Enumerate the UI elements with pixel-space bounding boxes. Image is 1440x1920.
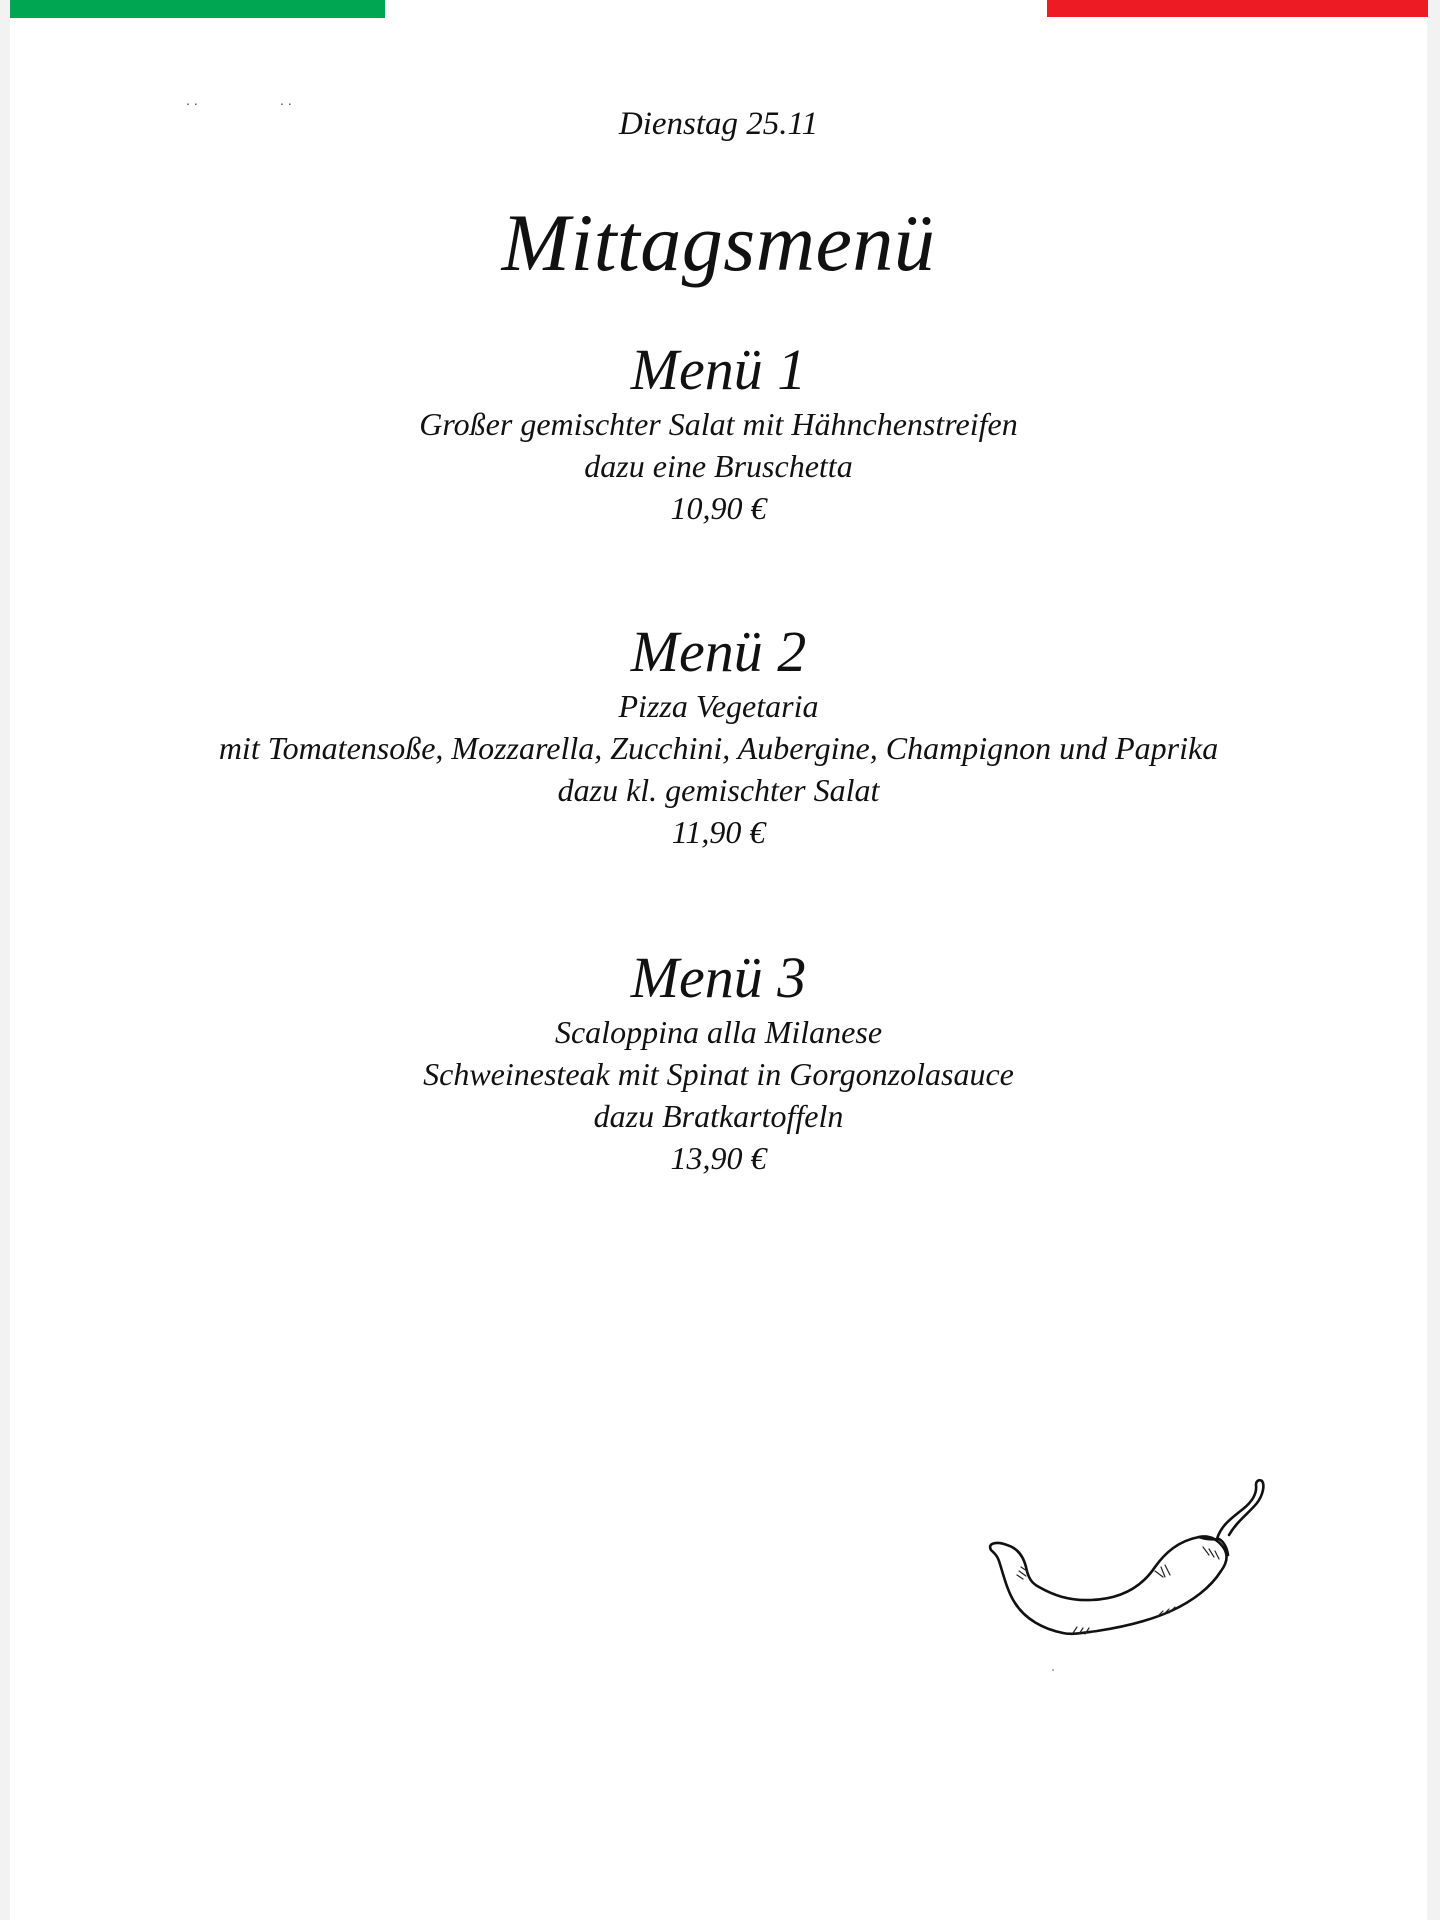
menu-heading: Menü 2 xyxy=(630,619,807,684)
chili-pepper-icon xyxy=(973,1455,1273,1675)
menu-price: 10,90 € xyxy=(670,490,767,526)
menu-description-line: mit Tomatensoße, Mozzarella, Zucchini, Aubergine, Champignon und Paprika xyxy=(218,730,1219,766)
menu-description-line: dazu eine Bruschetta xyxy=(584,448,853,484)
decorative-dots: .. xyxy=(186,92,202,108)
menu-description-line: dazu Bratkartoffeln xyxy=(593,1098,844,1134)
menu-description-line: Schweinesteak mit Spinat in Gorgonzolasauce xyxy=(423,1056,1014,1092)
menu-description-line: dazu kl. gemischter Salat xyxy=(557,772,880,808)
menu-heading: Menü 1 xyxy=(630,337,807,402)
menu-heading: Menü 3 xyxy=(630,945,807,1010)
menu-description-line: Pizza Vegetaria xyxy=(618,688,819,724)
decorative-dots: .. xyxy=(280,92,296,108)
menu-price: 13,90 € xyxy=(670,1140,767,1176)
menu-section-1 xyxy=(10,337,1427,529)
menu-price: 11,90 € xyxy=(671,814,766,850)
menu-date: Dienstag 25.11 xyxy=(618,106,819,142)
menu-description-line: Scaloppina alla Milanese xyxy=(554,1014,883,1050)
menu-description-line: Großer gemischter Salat mit Hähnchenstreifen xyxy=(419,406,1018,442)
page-title: Mittagsmenü xyxy=(501,197,936,288)
red-flag-bar xyxy=(1047,0,1428,17)
menu-page xyxy=(10,0,1427,1920)
menu-section-3 xyxy=(10,945,1427,1179)
green-flag-bar xyxy=(10,0,385,18)
menu-section-2 xyxy=(10,619,1427,853)
